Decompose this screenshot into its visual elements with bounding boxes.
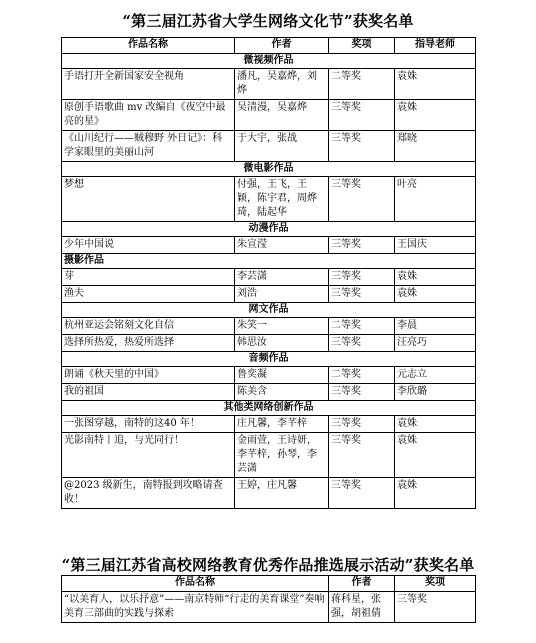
- header-name: 作品名称: [62, 38, 235, 54]
- category-row: [62, 162, 476, 177]
- cell-author: 庄凡馨，李芊梓: [235, 416, 329, 433]
- cell-teacher: 袁姝: [395, 269, 476, 286]
- cell-author: 李芸潇: [235, 269, 329, 286]
- cell-name: 光影南特丨追，与光同行！: [62, 433, 235, 478]
- cell-teacher: 李欣璐: [395, 384, 476, 401]
- table-row: [62, 100, 476, 131]
- cell-author: 金雨萱，王诗妍，李芊梓，孙琴，李芸潇: [235, 433, 329, 478]
- cell-author: 吴清漫，吴嘉烨: [235, 100, 329, 131]
- header-award: 奖项: [329, 38, 395, 54]
- cell-author: 朱笑一: [235, 318, 329, 335]
- cell-name: 《山川纪行——贼穆野 外日记》：科学家眼里的美丽山河: [62, 131, 235, 162]
- table-row: [62, 592, 476, 623]
- cell-author: 刘浩: [235, 286, 329, 303]
- cell-author: 潘凡，吴嘉烨，刘烨: [235, 69, 329, 100]
- cell-teacher: 叶亮: [395, 177, 476, 222]
- cell-teacher: 郑晓: [395, 131, 476, 162]
- category-row: [62, 54, 476, 69]
- table-row: [62, 69, 476, 100]
- cell-name: 选择所热爱，热爱所选择: [62, 335, 235, 352]
- cell-author: 韩思汝: [235, 335, 329, 352]
- cell-teacher: 元志立: [395, 367, 476, 384]
- header-name: 作品名称: [62, 576, 329, 592]
- cell-teacher: 王国庆: [395, 237, 476, 254]
- table-row: [62, 478, 476, 509]
- category-row: [62, 401, 476, 416]
- category-row: [62, 352, 476, 367]
- category-label: 其他类网络创新作品: [62, 401, 476, 416]
- cell-teacher: 袁姝: [395, 100, 476, 131]
- cell-name: @2023 级新生，南特报到攻略请查收！: [62, 478, 235, 509]
- table-row: [62, 367, 476, 384]
- cell-author: 鲁奕凝: [235, 367, 329, 384]
- cell-award: 三等奖: [329, 100, 395, 131]
- cell-author: 蒋科星，张强，胡祖倩: [329, 592, 395, 623]
- cell-teacher: 袁姝: [395, 69, 476, 100]
- cell-teacher: 袁姝: [395, 416, 476, 433]
- section-title: “第三届江苏省高校网络教育优秀作品推选展示活动”获奖名单: [61, 556, 475, 574]
- cell-teacher: 袁姝: [395, 286, 476, 303]
- cell-award: 三等奖: [395, 592, 476, 623]
- table-header-row: [62, 38, 476, 54]
- cell-award: 三等奖: [329, 237, 395, 254]
- cell-award: 三等奖: [329, 335, 395, 352]
- cell-name: 杭州亚运会铭刻文化自信: [62, 318, 235, 335]
- category-row: [62, 254, 476, 269]
- table-row: [62, 335, 476, 352]
- cell-name: 梦想: [62, 177, 235, 222]
- cell-author: 付强，王飞，王颖，陈宇君，周烨琦，陆起华: [235, 177, 329, 222]
- cell-award: 三等奖: [329, 269, 395, 286]
- category-row: [62, 222, 476, 237]
- cell-name: 少年中国说: [62, 237, 235, 254]
- table-row: [62, 269, 476, 286]
- cell-author: 于大宇，张战: [235, 131, 329, 162]
- cell-teacher: 袁姝: [395, 478, 476, 509]
- table-row: [62, 384, 476, 401]
- table-row: [62, 177, 476, 222]
- category-label: 微视频作品: [62, 54, 476, 69]
- cell-author: 朱宣滢: [235, 237, 329, 254]
- cell-name: “以美育人，以乐抒意”——南京特师“行走的美育课堂”奏响美育三部曲的实践与探索: [62, 592, 329, 623]
- cell-name: 原创手语歌曲 mv 改编自《夜空中最亮的星》: [62, 100, 235, 131]
- category-label: 微电影作品: [62, 162, 476, 177]
- awards-table-culture-festival: [61, 37, 476, 509]
- table-row: [62, 318, 476, 335]
- table-row: [62, 433, 476, 478]
- table-row: [62, 416, 476, 433]
- cell-award: 三等奖: [329, 384, 395, 401]
- header-award: 奖项: [395, 576, 476, 592]
- cell-name: 手语打开全新国家安全视角: [62, 69, 235, 100]
- cell-name: 一张图穿越，南特的这40 年！: [62, 416, 235, 433]
- cell-award: 二等奖: [329, 318, 395, 335]
- cell-name: 芽: [62, 269, 235, 286]
- cell-award: 三等奖: [329, 478, 395, 509]
- cell-award: 三等奖: [329, 286, 395, 303]
- category-label: 动漫作品: [62, 222, 476, 237]
- cell-award: 三等奖: [329, 131, 395, 162]
- table-row: [62, 131, 476, 162]
- cell-award: 三等奖: [329, 416, 395, 433]
- awards-table-network-education: [61, 575, 476, 623]
- table-row: [62, 286, 476, 303]
- table-header-row: [62, 576, 476, 592]
- category-label: 摄影作品: [62, 254, 476, 269]
- table-row: [62, 237, 476, 254]
- cell-name: 我的祖国: [62, 384, 235, 401]
- cell-award: 二等奖: [329, 367, 395, 384]
- cell-name: 渔夫: [62, 286, 235, 303]
- cell-name: 朗诵《秋天里的中国》: [62, 367, 235, 384]
- category-row: [62, 303, 476, 318]
- page-title: “第三届江苏省大学生网络文化节”获奖名单: [122, 12, 414, 30]
- cell-award: 三等奖: [329, 433, 395, 478]
- header-author: 作者: [329, 576, 395, 592]
- cell-award: 三等奖: [329, 177, 395, 222]
- cell-author: 王婷，庄凡馨: [235, 478, 329, 509]
- cell-teacher: 李晨: [395, 318, 476, 335]
- header-teacher: 指导老师: [395, 38, 476, 54]
- cell-award: 二等奖: [329, 69, 395, 100]
- category-label: 网文作品: [62, 303, 476, 318]
- cell-teacher: 袁姝: [395, 433, 476, 478]
- header-author: 作者: [235, 38, 329, 54]
- category-label: 音频作品: [62, 352, 476, 367]
- cell-teacher: 汪亮巧: [395, 335, 476, 352]
- cell-author: 陈美含: [235, 384, 329, 401]
